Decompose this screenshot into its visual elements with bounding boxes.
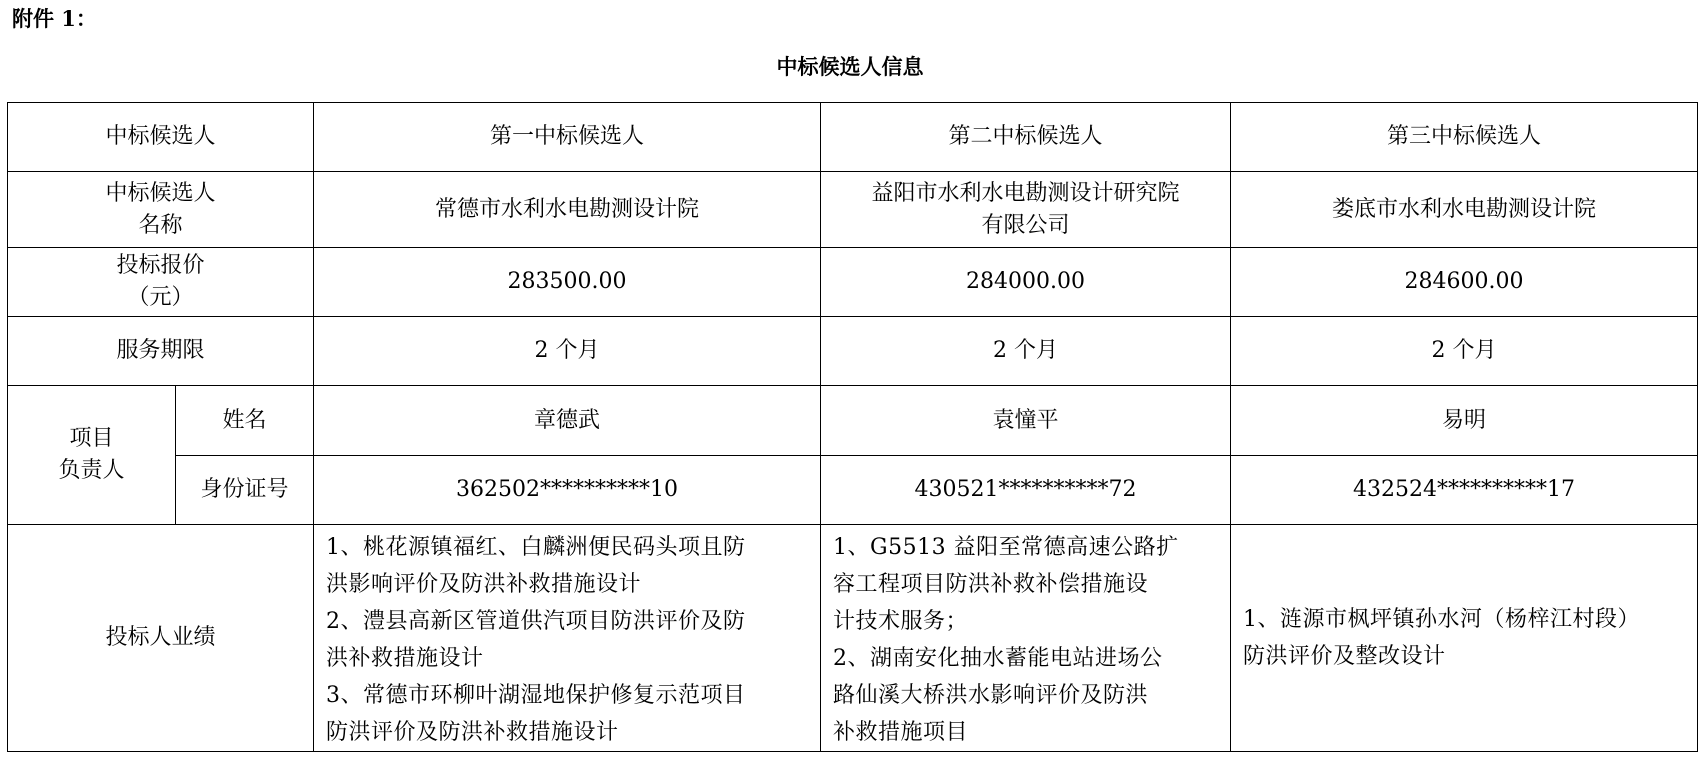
period-row xyxy=(8,317,1698,386)
price-label-cell xyxy=(8,248,314,317)
header-row xyxy=(8,103,1698,172)
price-label-line2: （元） xyxy=(127,285,194,310)
performance-line: 洪补救措施设计 xyxy=(326,646,484,671)
third-candidate-period: 2 个月 xyxy=(1231,317,1698,386)
performance-line: 洪影响评价及防洪补救措施设计 xyxy=(326,572,642,597)
performance-line: 路仙溪大桥洪水影响评价及防洪 xyxy=(833,683,1149,708)
performance-line: 防洪评价及防洪补救措施设计 xyxy=(326,720,619,745)
second-candidate-price: 284000.00 xyxy=(821,248,1231,317)
name-label-line1: 中标候选人 xyxy=(105,180,216,206)
period-label-cell: 服务期限 xyxy=(8,317,314,386)
first-candidate-price: 283500.00 xyxy=(314,248,821,317)
second-candidate-name xyxy=(821,172,1231,248)
performance-line: 容工程项目防洪补救补偿措施设 xyxy=(833,572,1149,597)
performance-line: 3、常德市环柳叶湖湿地保护修复示范项目 xyxy=(326,683,746,708)
performance-row xyxy=(8,525,1698,752)
performance-line: 1、涟源市枫坪镇孙水河（杨梓江村段） xyxy=(1243,607,1641,632)
candidate-info-table xyxy=(7,102,1698,752)
manager-label-line1: 项目 xyxy=(69,426,114,451)
performance-line: 1、G5513 益阳至常德高速公路扩 xyxy=(833,535,1179,560)
second-manager-name: 袁憧平 xyxy=(821,386,1231,456)
name-row xyxy=(8,172,1698,248)
page-title: 中标候选人信息 xyxy=(776,54,924,79)
header-label-cell: 中标候选人 xyxy=(8,103,314,172)
performance-line: 2、澧县高新区管道供汽项目防洪评价及防 xyxy=(326,609,746,634)
performance-line: 2、湖南安化抽水蓄能电站进场公 xyxy=(833,646,1163,671)
manager-id-row xyxy=(8,456,1698,525)
header-first-candidate: 第一中标候选人 xyxy=(314,103,821,172)
performance-label-cell: 投标人业绩 xyxy=(8,525,314,752)
performance-line: 计技术服务； xyxy=(833,609,969,634)
first-manager-id: 362502**********10 xyxy=(314,456,821,525)
name-label-line2: 名称 xyxy=(138,212,183,238)
third-manager-name: 易明 xyxy=(1231,386,1698,456)
price-row xyxy=(8,248,1698,317)
first-manager-name: 章德武 xyxy=(314,386,821,456)
third-candidate-performance xyxy=(1231,525,1698,752)
second-candidate-performance xyxy=(821,525,1231,752)
first-candidate-period: 2 个月 xyxy=(314,317,821,386)
third-manager-id: 432524**********17 xyxy=(1231,456,1698,525)
manager-label-line2: 负责人 xyxy=(58,458,125,483)
performance-line: 1、桃花源镇福红、白麟洲便民码头项且防 xyxy=(326,535,746,560)
performance-line: 防洪评价及整改设计 xyxy=(1243,644,1446,669)
second-manager-id: 430521**********72 xyxy=(821,456,1231,525)
third-candidate-name: 娄底市水利水电勘测设计院 xyxy=(1231,172,1698,248)
manager-name-row xyxy=(8,386,1698,456)
manager-label-cell xyxy=(8,386,176,525)
manager-name-label: 姓名 xyxy=(176,386,314,456)
first-candidate-performance xyxy=(314,525,821,752)
third-candidate-price: 284600.00 xyxy=(1231,248,1698,317)
second-candidate-period: 2 个月 xyxy=(821,317,1231,386)
name-label-cell xyxy=(8,172,314,248)
performance-line: 补救措施项目 xyxy=(833,720,969,745)
second-candidate-name-line2: 有限公司 xyxy=(981,212,1070,238)
price-label-line1: 投标报价 xyxy=(116,253,205,278)
header-second-candidate: 第二中标候选人 xyxy=(821,103,1231,172)
second-candidate-name-line1: 益阳市水利水电勘测设计研究院 xyxy=(871,180,1180,206)
header-third-candidate: 第三中标候选人 xyxy=(1231,103,1698,172)
manager-id-label: 身份证号 xyxy=(176,456,314,525)
attachment-label: 附件 1： xyxy=(12,6,97,31)
first-candidate-name: 常德市水利水电勘测设计院 xyxy=(314,172,821,248)
